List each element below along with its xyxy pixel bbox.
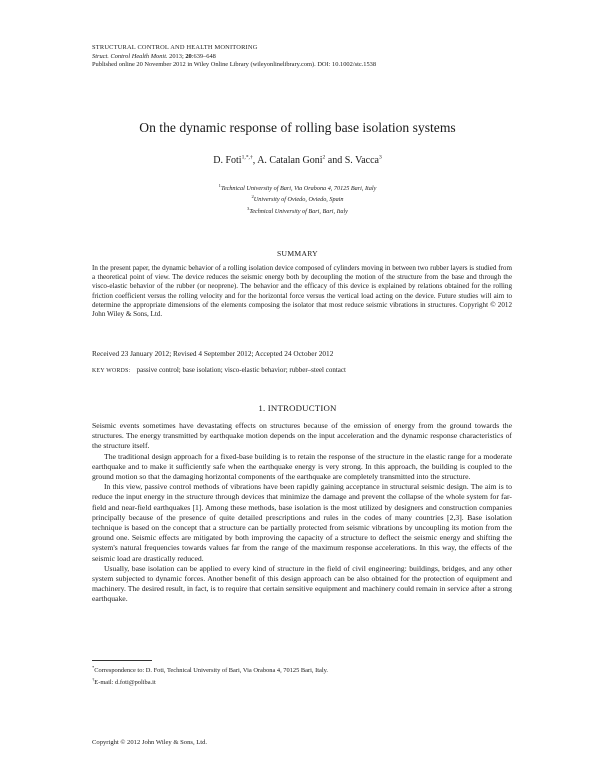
affiliations <box>0 182 595 216</box>
affiliation <box>0 205 595 216</box>
author-superscript: 1,*,† <box>241 154 253 161</box>
footnote-text: Correspondence to: D. Foti, Technical University of Bari, Via Orabona 4, 70125 Bari, Italy. <box>94 667 328 675</box>
affiliation-text: Technical University of Bari, Bari, Italy <box>249 208 348 215</box>
citation-journal-abbrev: Struct. Control Health Monit. <box>92 52 168 60</box>
affiliation-number: 1 <box>218 183 221 188</box>
journal-name: STRUCTURAL CONTROL AND HEALTH MONITORING <box>92 44 258 51</box>
affiliation-number: 3 <box>247 205 250 211</box>
citation-year: 2013; <box>167 52 186 60</box>
author-list: D. Foti$^{1,*,\dagger}$, A. Catalan Goni$^2$ and S. Vacca$^3$ <box>213 154 382 166</box>
affiliation <box>0 193 595 204</box>
received-dates: Received 23 January 2012; Revised 4 September 2012; Accepted 24 October 2012 <box>92 349 334 358</box>
paragraph: Usually, base isolation can be applied to every kind of structure in the field of civil engineering: buildings, bridges, and any other system subjected to dynamic forces. Another benefit of this design approach can be also obtained for the protection of equipment and machinery. The desired result, in fact, is to require that certain sensitive equipment and machinery could remain in service after a strong earthquake. <box>92 563 512 604</box>
footnotes <box>92 664 512 687</box>
paragraph: Seismic events sometimes have devastating effects on structures because of the emission of energy from the ground towards the structures. The energy transmitted by earthquake motion depends on the input acceleration and the dynamic response characteristics of the structure itself. <box>92 421 512 451</box>
affiliation-text: Technical University of Bari, Via Orabona 4, 70125 Bari, Italy <box>220 185 377 193</box>
keywords <box>92 366 512 374</box>
summary-heading: SUMMARY <box>277 249 318 258</box>
copyright-notice: Copyright © 2012 John Wiley & Sons, Ltd. <box>92 739 208 746</box>
abstract: In the present paper, the dynamic behavior of a rolling isolation device composed of cylinders moving in between two rubber layers is studied from a theoretical point of view. The device reduces the seismic energy both by decoupling the motion of the structure from the base and through the visco-elastic behavior of the rubber (or neoprene). The behavior and the efficacy of this device is explained by relations obtained for the rolling friction coefficient versus the rolling velocity and for the horizontal force versus the vertical load acting on the device. Future studies will aim to determine the appropriate dimensions of the elements composing the isolator that most reduce seismic vibrations in structures. Copyright © 2012 John Wiley & Sons, Ltd. <box>92 264 512 319</box>
footnote-text: E-mail: d.foti@poliba.it <box>94 678 156 686</box>
paper-title: On the dynamic response of rolling base isolation systems <box>139 120 456 135</box>
citation-line <box>92 53 512 62</box>
footnote <box>92 664 512 676</box>
author-name: S. Vacca <box>344 155 379 166</box>
keywords-text: passive control; base isolation; visco-elastic behavior; rubber–steel contact <box>136 366 346 374</box>
paragraph: In this view, passive control methods of vibrations have been rapidly gaining acceptance in structural seismic design. The aim is to reduce the input energy in the structure through devices that minimize the damage and prevent the collapse of the whole system for far-field and near-field earthquakes [1]. Among these methods, base isolation is the most utilized by designers and construction companies principally because of the presence of quite detailed prescriptions and rules in the codes of many countries [2,3]. Base isolation technique is based on the concept that a structure can be partially protected from seismic vibrations by uncoupling its motion from the ground one. Seismic effects are mitigated by both improving the capacity of a structure to deflect the seismic energy and shifting the system's natural frequencies towards values far from the range of the maximum response accelerations. In this way, the effects of the seismic load are drastically reduced. <box>92 482 512 563</box>
section-heading: 1. INTRODUCTION <box>258 403 337 413</box>
author-name: A. Catalan Goni <box>257 155 323 166</box>
footnote-rule <box>92 660 152 661</box>
citation-volume: 20 <box>185 52 192 60</box>
footnote <box>92 676 512 688</box>
author-name: D. Foti <box>213 155 242 166</box>
citation-pages: :639–648 <box>191 52 216 60</box>
footnote-marker: † <box>92 676 95 682</box>
author-superscript: 2 <box>322 154 326 161</box>
affiliation <box>0 182 595 193</box>
author-superscript: 3 <box>378 154 382 161</box>
body-text <box>92 421 512 605</box>
keywords-label: KEY WORDS: <box>92 368 131 374</box>
affiliation-text: University of Oviedo, Oviedo, Spain <box>253 196 344 204</box>
publication-info: Published online 20 November 2012 in Wiley Online Library (wileyonlinelibrary.com). DOI: 10.1002/stc.1538 <box>92 61 377 69</box>
journal-header <box>92 44 512 70</box>
affiliation-number: 2 <box>251 194 254 200</box>
paragraph: The traditional design approach for a fixed-base building is to retain the response of the structure in the elastic range for a moderate earthquake and to make it sufficiently safe when the earthquake energy is very strong. In this approach, the building is coupled to the ground motion so that the damaging horizontal components of the earthquake are completely transmitted into the structure. <box>92 451 512 482</box>
footnote-marker: * <box>92 665 95 670</box>
